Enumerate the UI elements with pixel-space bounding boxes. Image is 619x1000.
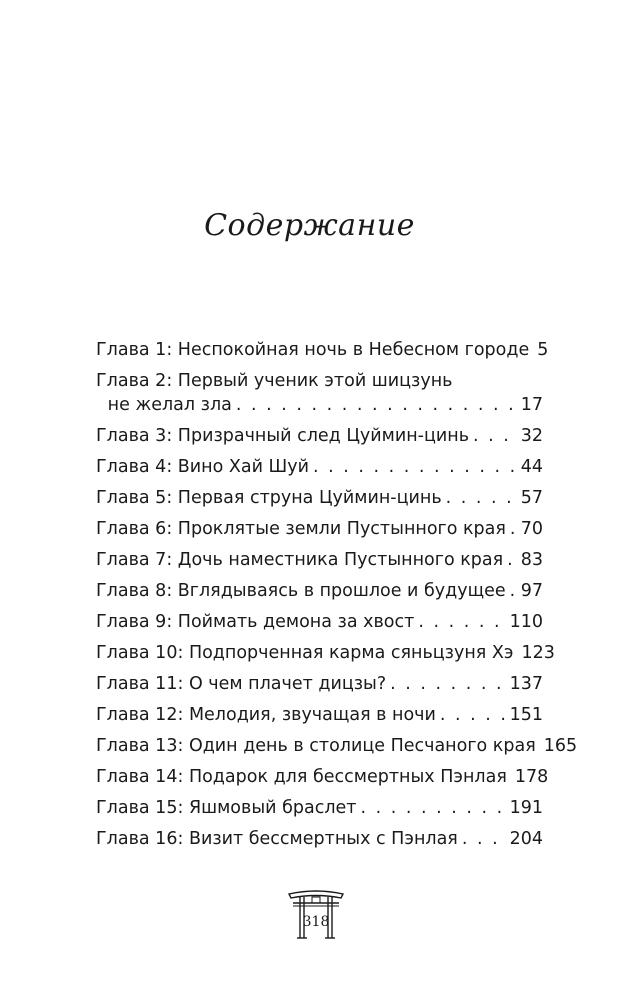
toc-entry (96, 765, 549, 789)
table-of-contents (96, 338, 578, 858)
toc-entry (96, 734, 578, 758)
toc-page: 44 (520, 457, 543, 477)
toc-entry (96, 548, 543, 572)
toc-title: Один день в столице Песчаного края (188, 736, 536, 756)
dot-leader (313, 455, 517, 479)
dot-leader (473, 424, 517, 448)
toc-page: 110 (509, 612, 543, 632)
toc-title: О чем плачет дицзы? (188, 674, 387, 694)
toc-page: 5 (537, 340, 549, 360)
toc-title: Дочь наместника Пустынного края (177, 550, 504, 570)
dot-leader (390, 672, 505, 696)
dot-leader (236, 393, 517, 417)
toc-chapter: Глава 16: (96, 829, 184, 849)
toc-title-continued: не желал зла (107, 395, 232, 415)
toc-title: Проклятые земли Пустынного края (177, 519, 506, 539)
toc-entry (96, 796, 543, 820)
toc-page: 165 (543, 736, 578, 756)
toc-entry (96, 672, 543, 696)
toc-chapter: Глава 13: (96, 736, 184, 756)
toc-title: Вглядываясь в прошлое и будущее (177, 581, 506, 601)
toc-title: Первая струна Цуймин-цинь (177, 488, 442, 508)
toc-title: Яшмовый браслет (188, 798, 357, 818)
toc-entry (96, 338, 549, 362)
toc-entry (96, 455, 543, 479)
page-number: 318 (302, 914, 330, 930)
toc-entry (96, 703, 543, 727)
toc-title: Подпорченная карма сяньцзуня Хэ (188, 643, 514, 663)
toc-entry (96, 827, 543, 851)
toc-chapter: Глава 8: (96, 581, 173, 601)
toc-title: Первый ученик этой шицзунь (177, 371, 453, 391)
dot-leader (507, 548, 517, 572)
toc-entry (96, 641, 555, 665)
toc-chapter: Глава 3: (96, 426, 173, 446)
dot-leader (510, 579, 517, 603)
dot-leader (440, 703, 506, 727)
dot-leader (446, 486, 517, 510)
toc-chapter: Глава 9: (96, 612, 173, 632)
dot-leader (510, 517, 517, 541)
dot-leader (360, 796, 505, 820)
toc-page: 178 (514, 767, 549, 787)
toc-page: 151 (509, 705, 543, 725)
toc-entry (96, 424, 543, 448)
toc-entry (96, 517, 543, 541)
toc-page: 83 (520, 550, 543, 570)
toc-page: 97 (520, 581, 543, 601)
page-footer (287, 888, 345, 940)
toc-chapter: Глава 4: (96, 457, 173, 477)
dot-leader (462, 827, 506, 851)
toc-chapter: Глава 2: (96, 371, 173, 391)
toc-entry (96, 579, 543, 603)
toc-chapter: Глава 15: (96, 798, 184, 818)
toc-page: 70 (520, 519, 543, 539)
toc-chapter: Глава 5: (96, 488, 173, 508)
dot-leader (418, 610, 505, 634)
toc-title: Подарок для бессмертных Пэнлая (188, 767, 507, 787)
toc-title: Мелодия, звучащая в ночи (188, 705, 436, 725)
toc-chapter: Глава 6: (96, 519, 173, 539)
toc-page: 57 (520, 488, 543, 508)
toc-title: Вино Хай Шуй (177, 457, 309, 477)
toc-page: 17 (520, 395, 543, 415)
toc-title: Неспокойная ночь в Небесном городе (177, 340, 530, 360)
toc-page: 123 (521, 643, 555, 663)
toc-page: 204 (509, 829, 543, 849)
toc-entry (96, 369, 543, 417)
toc-chapter: Глава 11: (96, 674, 184, 694)
toc-chapter: Глава 14: (96, 767, 184, 787)
toc-chapter: Глава 10: (96, 643, 184, 663)
toc-page: 191 (509, 798, 543, 818)
toc-page: 137 (509, 674, 543, 694)
toc-chapter: Глава 7: (96, 550, 173, 570)
toc-chapter: Глава 1: (96, 340, 173, 360)
toc-title: Поймать демона за хвост (177, 612, 415, 632)
page-title: Содержание (204, 208, 415, 243)
toc-entry (96, 610, 543, 634)
toc-title: Призрачный след Цуймин-цинь (177, 426, 470, 446)
toc-page: 32 (520, 426, 543, 446)
toc-title: Визит бессмертных с Пэнлая (188, 829, 458, 849)
toc-entry (96, 486, 543, 510)
toc-chapter: Глава 12: (96, 705, 184, 725)
